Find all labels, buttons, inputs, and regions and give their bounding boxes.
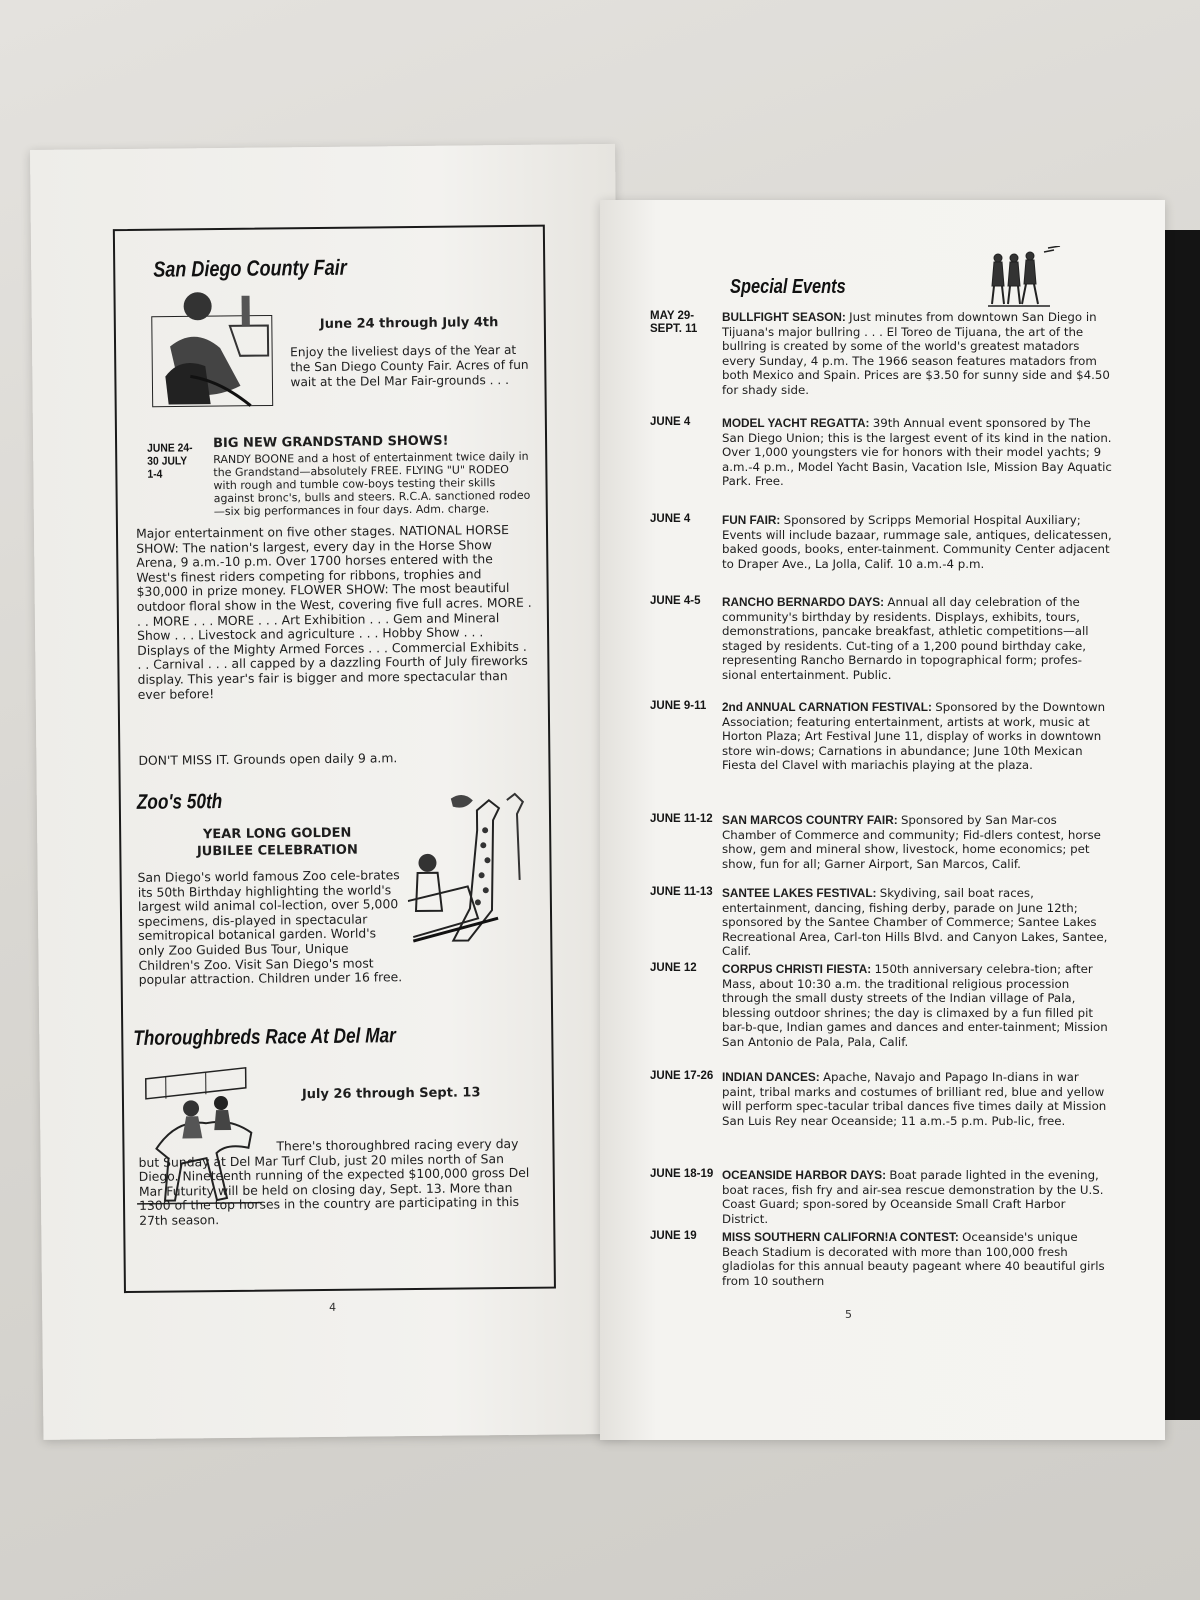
event-title: 2nd ANNUAL CARNATION FESTIVAL: [722, 700, 936, 714]
right-page [600, 200, 1165, 1440]
fair-dates: June 24 through July 4th [319, 315, 499, 332]
event-text: Apache, Navajo and Papago In-dians in war paint, tribal marks and costumes of brilliant red, blue and yellow will perform spec-tacular tribal dances five times daily at Mission San Luis Rey near Oceanside; 11 a.m.-5 p.m. Pub-lic, free. [722, 1070, 1107, 1128]
grandstand-body: RANDY BOONE and a host of entertainment twice daily in the Grandstand—absolutely FREE. FLYING "U" RODEO with rough and tumble cow-boys testing their skills against bronc's, bulls and steers. R.C.A. sanctioned rodeo—six big performances in four days. Adm. charge. [213, 449, 531, 519]
event-date: JUNE 19 [650, 1230, 697, 1242]
racing-body: There's thoroughbred racing every day but Sunday at Del Mar Turf Club, just 20 miles north of San Diego. Nineteenth running of the expected $100,000 gross Del Mar Futurity will be held on closing day, Sept. 13. More than 1300 of the top horses in the country are participating in this 27th season. [138, 1135, 530, 1228]
event-title: OCEANSIDE HARBOR DAYS: [722, 1168, 890, 1182]
event-date: JUNE 18-19 [650, 1168, 714, 1180]
event-description [722, 886, 1112, 959]
fair-title: San Diego County Fair [153, 254, 347, 282]
dancers-illustration [988, 246, 1068, 310]
event-title: MISS SOUTHERN CALIFORN!A CONTEST: [722, 1230, 963, 1244]
event-date: JUNE 9-11 [650, 700, 707, 712]
event-description [722, 1070, 1112, 1128]
giraffe-illustration [407, 790, 534, 951]
event-title: MODEL YACHT REGATTA: [722, 416, 873, 430]
grandstand-dates: JUNE 24-30 JULY 1-4 [147, 442, 193, 481]
event-title: INDIAN DANCES: [722, 1070, 823, 1084]
event-date: MAY 29- SEPT. 11 [650, 310, 698, 335]
event-description [722, 513, 1112, 571]
fair-intro: Enjoy the liveliest days of the Year at the San Diego County Fair. Acres of fun wait at the Del Mar Fair-grounds . . . [290, 342, 529, 390]
event-date: JUNE 11-13 [650, 886, 713, 898]
event-title: SAN MARCOS COUNTRY FAIR: [722, 813, 901, 827]
zoo-title: Zoo's 50th [136, 790, 223, 814]
event-text: Oceanside's unique Beach Stadium is decorated with more than 100,000 fresh gladiolas for this annual beauty pageant where 40 beautiful girls from 10 southern [722, 1230, 1105, 1288]
event-description [722, 700, 1112, 773]
event-title: RANCHO BERNARDO DAYS: [722, 595, 888, 609]
left-page [30, 144, 628, 1440]
event-text: Sponsored by the Downtown Association; featuring entertainment, artists at work, music at Horton Plaza; Art Festival June 11, display of works in downtown store win-dows; Carnations in abundance; June 10th Mexican Fiesta del Clavel with mariachis playing at the plaza. [722, 700, 1106, 773]
racing-title: Thoroughbreds Race At Del Mar [133, 1024, 396, 1050]
event-text: Just minutes from downtown San Diego in Tijuana's major bullring . . . El Toreo de Tijuana, the art of the bullring is created by some of the world's greatest matadors every Sunday, 4 p.m. The 1966 season features matadors from both Mexico and Spain. Prices are $3.50 for sunny side and $4.50 for shady side. [722, 310, 1110, 397]
fair-ride-illustration [149, 285, 280, 414]
event-text: Boat parade lighted in the evening, boat races, fish fry and air-sea rescue demonstration by the U.S. Coast Guard; spon-sored by Oceanside Small Craft Harbor District. [722, 1168, 1104, 1226]
event-title: BULLFIGHT SEASON: [722, 310, 850, 324]
right-page-number: 5 [845, 1308, 852, 1321]
event-description [722, 310, 1112, 398]
event-description [722, 813, 1112, 871]
event-description [722, 962, 1112, 1050]
event-date: JUNE 12 [650, 962, 697, 974]
zoo-subtitle: YEAR LONG GOLDEN JUBILEE CELEBRATION [196, 825, 358, 860]
event-title: CORPUS CHRISTI FIESTA: [722, 962, 875, 976]
event-date: JUNE 17-26 [650, 1070, 714, 1082]
event-description [722, 1230, 1112, 1288]
event-text: 150th anniversary celebra-tion; after Mass, about 10:30 a.m. the traditional religious procession through the small dusty streets of the Indian village of Pala, blessing outdoor shrines; the day is climaxed by a fun filled pit bar-b-que, Indian games and dances and enter-tainment; Mission San Antonio de Pala, Pala, Calif. [722, 962, 1108, 1049]
left-page-number: 4 [329, 1300, 337, 1314]
event-date: JUNE 4-5 [650, 595, 701, 607]
event-description [722, 1168, 1112, 1226]
grandstand-title: BIG NEW GRANDSTAND SHOWS! [213, 433, 449, 452]
zoo-body: San Diego's world famous Zoo cele-brates its 50th Birthday highlighting the world's largest wild animal col-lection, over 5,000 specimens, dis-played in spectacular semitropical botanical garden. World's only Zoo Guided Bus Tour, Unique Children's Zoo. Visit San Diego's most popular attraction. Children under 16 free. [137, 867, 403, 988]
special-events-title: Special Events [730, 276, 846, 298]
racing-dates: July 26 through Sept. 13 [301, 1085, 481, 1103]
event-text: 39th Annual event sponsored by The San Diego Union; this is the largest event of its kind in the nation. Over 1,000 youngsters vie for honors with their model yachts; 9 a.m.-4 p.m., Model Yacht Basin, Vacation Isle, Mission Bay Aquatic Park. Free. [722, 416, 1112, 489]
event-text: Annual all day celebration of the community's birthday by residents. Displays, exhibits, tours, demonstrations, pancake breakfast, athletic competitions—all staged by residents. Cut-ting of a 1,200 pound birthday cake, representing Rancho Bernardo in topographical form; profes-sional entertainment. Public. [722, 595, 1089, 682]
fair-closing: DON'T MISS IT. Grounds open daily 9 a.m. [138, 750, 398, 768]
event-date: JUNE 4 [650, 416, 691, 428]
event-text: Sponsored by Scripps Memorial Hospital Auxiliary; Events will include bazaar, rummage sale, antiques, delicatessen, baked goods, books, enter-tainment. Community Center adjacent to Draper Ave., La Jolla, Calif. 10 a.m.-4 p.m. [722, 513, 1112, 571]
event-text: Sponsored by San Mar-cos Chamber of Commerce and community; Fid-dlers contest, horse show, gem and mineral show, livestock, home economics; pet show, fun for all; Garner Airport, San Marcos, Calif. [722, 813, 1101, 871]
event-title: FUN FAIR: [722, 513, 784, 527]
event-text: Skydiving, sail boat races, entertainment, dancing, fishing derby, parade on June 12th; sponsored by the Santee Chamber of Commerce; Santee Lakes Recreational Area, Carl-ton Hills Blvd. and Canyon Lakes, Santee, Calif. [722, 886, 1108, 959]
event-description [722, 595, 1112, 683]
event-description [722, 416, 1112, 489]
fair-body: Major entertainment on five other stages. NATIONAL HORSE SHOW: The nation's largest, every day in the Horse Show Arena, 9 a.m.-10 p.m. Over 1700 horses entered with the West's finest riders competing for ribbons, trophies and $30,000 in prize money. FLOWER SHOW: The most beautiful outdoor floral show in the West, covering five full acres. MORE . . . MORE . . . MORE . . . Art Exhibition . . . Gem and Mineral Show . . . Livestock and agriculture . . . Hobby Show . . . Displays of the Mighty Armed Forces . . . Commercial Exhibits . . . Carnival . . . all capped by a dazzling Fourth of July fireworks display. This year's fair is bigger and more spectacular than ever before! [135, 522, 532, 702]
event-date: JUNE 11-12 [650, 813, 713, 825]
event-date: JUNE 4 [650, 513, 691, 525]
event-title: SANTEE LAKES FESTIVAL: [722, 886, 880, 900]
